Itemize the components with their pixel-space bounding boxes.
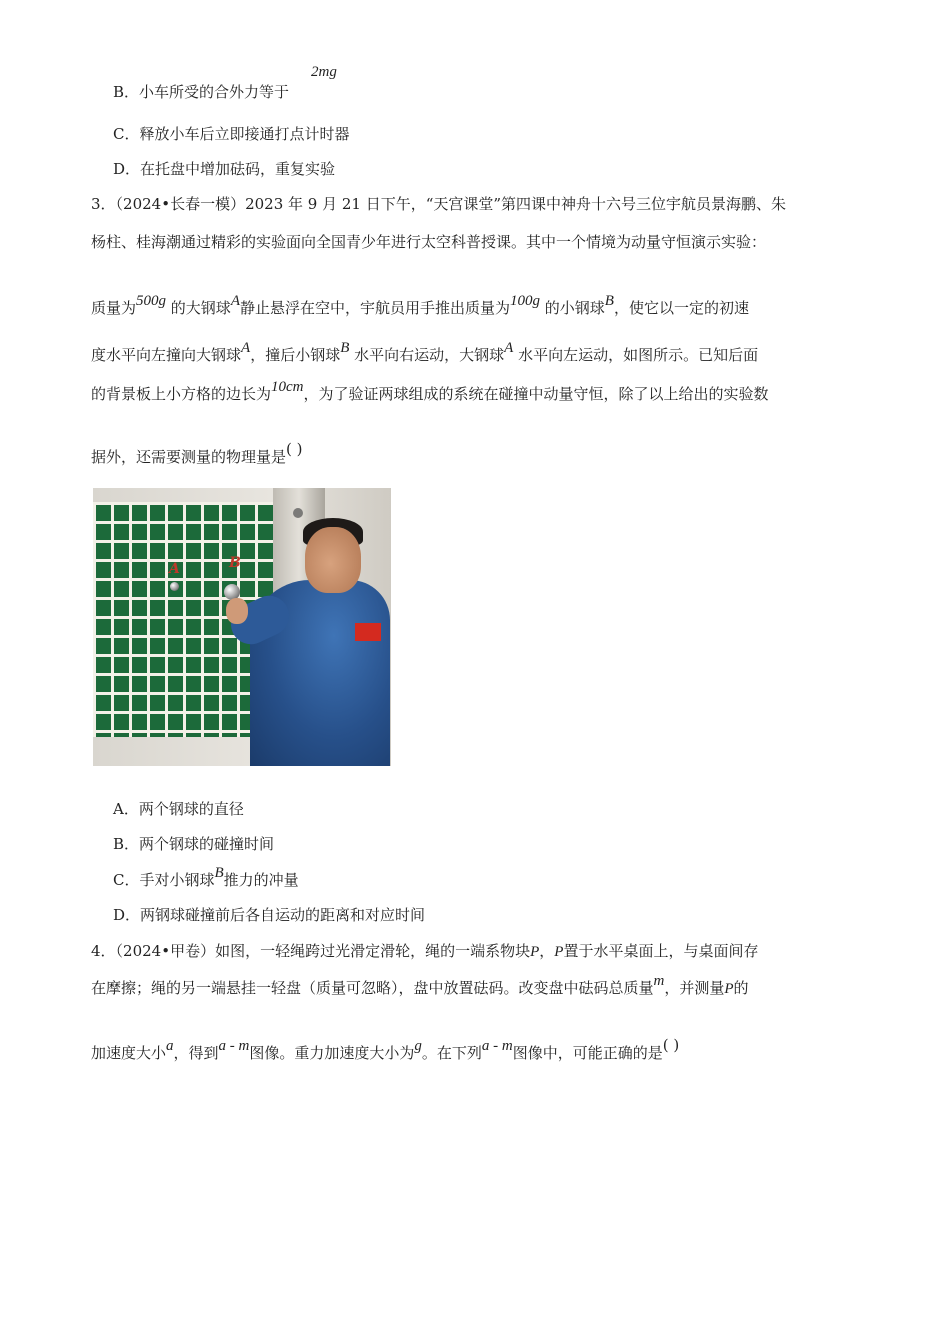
q2-option-b bbox=[113, 82, 289, 102]
formula-2mg: 2mg bbox=[311, 64, 337, 80]
q3-option-d: D．两钢球碰撞前后各自运动的距离和对应时间 bbox=[113, 906, 426, 924]
text: ，为了验证两球组成的系统在碰撞中动量守恒，除了以上给出的实验数 bbox=[303, 385, 769, 403]
small-steel-ball-image bbox=[170, 582, 179, 591]
text: ， bbox=[539, 942, 555, 960]
q3-option-a: A．两个钢球的直径 bbox=[113, 800, 244, 818]
symbol-b: B bbox=[604, 293, 614, 309]
mass-100g: 100g bbox=[510, 293, 540, 309]
symbol-a: a bbox=[166, 1038, 174, 1054]
answer-blank: ( ) bbox=[662, 1036, 680, 1054]
symbol-a: A bbox=[230, 293, 240, 309]
answer-blank: ( ) bbox=[286, 440, 303, 458]
q4-line-2 bbox=[91, 973, 749, 999]
text: 的小钢球 bbox=[544, 299, 605, 317]
symbol-b: B bbox=[214, 865, 224, 881]
text: ，得到 bbox=[173, 1044, 219, 1062]
flag-patch bbox=[355, 623, 381, 641]
q4-line-1 bbox=[91, 941, 758, 962]
text: 置于水平桌面上，与桌面间存 bbox=[563, 942, 759, 960]
q3-line-6 bbox=[91, 440, 303, 467]
text: 图像。重力加速度大小为 bbox=[249, 1044, 415, 1062]
text: 4．（2024•甲卷）如图，一轻绳跨过光滑定滑轮，绳的一端系物块 bbox=[91, 942, 531, 960]
q3-line-4 bbox=[91, 340, 759, 366]
text: 静止悬浮在空中，宇航员用手推出质量为 bbox=[239, 299, 510, 317]
mass-500g: 500g bbox=[136, 293, 167, 309]
symbol-m: m bbox=[653, 973, 665, 989]
text: ，并测量 bbox=[664, 979, 725, 997]
symbol-p: P bbox=[724, 981, 734, 997]
symbol-b: B bbox=[340, 340, 350, 356]
symbol-a: A bbox=[504, 340, 514, 356]
symbol-p: P bbox=[554, 944, 564, 960]
text: 的背景板上小方格的边长为 bbox=[91, 385, 272, 403]
q3-line-3 bbox=[91, 293, 749, 319]
text: 度水平向左撞向大钢球 bbox=[91, 346, 242, 364]
astronaut-hand bbox=[226, 598, 248, 624]
label-a-on-board: A bbox=[169, 561, 180, 577]
text: 水平向左运动，如图所示。已知后面 bbox=[518, 346, 759, 364]
text: 加速度大小 bbox=[91, 1044, 167, 1062]
text: 水平向右运动，大钢球 bbox=[354, 346, 505, 364]
astronaut-head bbox=[305, 527, 361, 593]
text: 的大钢球 bbox=[170, 299, 231, 317]
q3-line-1: 3．（2024•长春一模）2023 年 9 月 21 日下午，“天宫课堂”第四课中神舟十六号三位宇航员景海鹏、朱 bbox=[91, 195, 787, 213]
q3-line-5 bbox=[91, 379, 769, 405]
bolt bbox=[293, 508, 303, 518]
text: 图像中，可能正确的是 bbox=[512, 1044, 663, 1062]
symbol-a: A bbox=[241, 340, 251, 356]
q3-line-2: 杨柱、桂海潮通过精彩的实验面向全国青少年进行太空科普授课。其中一个情境为动量守恒演示实验： bbox=[91, 233, 767, 251]
text: 据外，还需要测量的物理量是 bbox=[91, 448, 287, 466]
q3-option-b: B．两个钢球的碰撞时间 bbox=[113, 835, 275, 853]
option-label: B． bbox=[113, 83, 140, 101]
text: 推力的冲量 bbox=[223, 871, 299, 889]
a-m-graph-label: a - m bbox=[481, 1038, 513, 1054]
text: 质量为 bbox=[91, 299, 137, 317]
q3-option-c bbox=[113, 865, 299, 891]
q2-option-d: D．在托盘中增加砝码，重复实验 bbox=[113, 160, 336, 178]
text: 在摩擦；绳的另一端悬挂一轻盘（质量可忽略），盘中放置砝码。改变盘中砝码总质量 bbox=[91, 979, 654, 997]
a-m-graph-label: a - m bbox=[218, 1038, 250, 1054]
text: ，使它以一定的初速 bbox=[613, 299, 749, 317]
text: ，撞后小钢球 bbox=[250, 346, 341, 364]
q2-option-c: C．释放小车后立即接通打点计时器 bbox=[113, 125, 350, 143]
label-b-on-board: B bbox=[229, 555, 241, 571]
length-10cm: 10cm bbox=[271, 379, 304, 395]
text: C．手对小钢球 bbox=[113, 871, 215, 889]
option-text: 小车所受的合外力等于 bbox=[139, 83, 290, 101]
text: 的 bbox=[733, 979, 749, 997]
q4-line-3 bbox=[91, 1036, 680, 1064]
symbol-p: P bbox=[530, 944, 540, 960]
text: 。在下列 bbox=[421, 1044, 482, 1062]
symbol-g: g bbox=[414, 1038, 422, 1054]
